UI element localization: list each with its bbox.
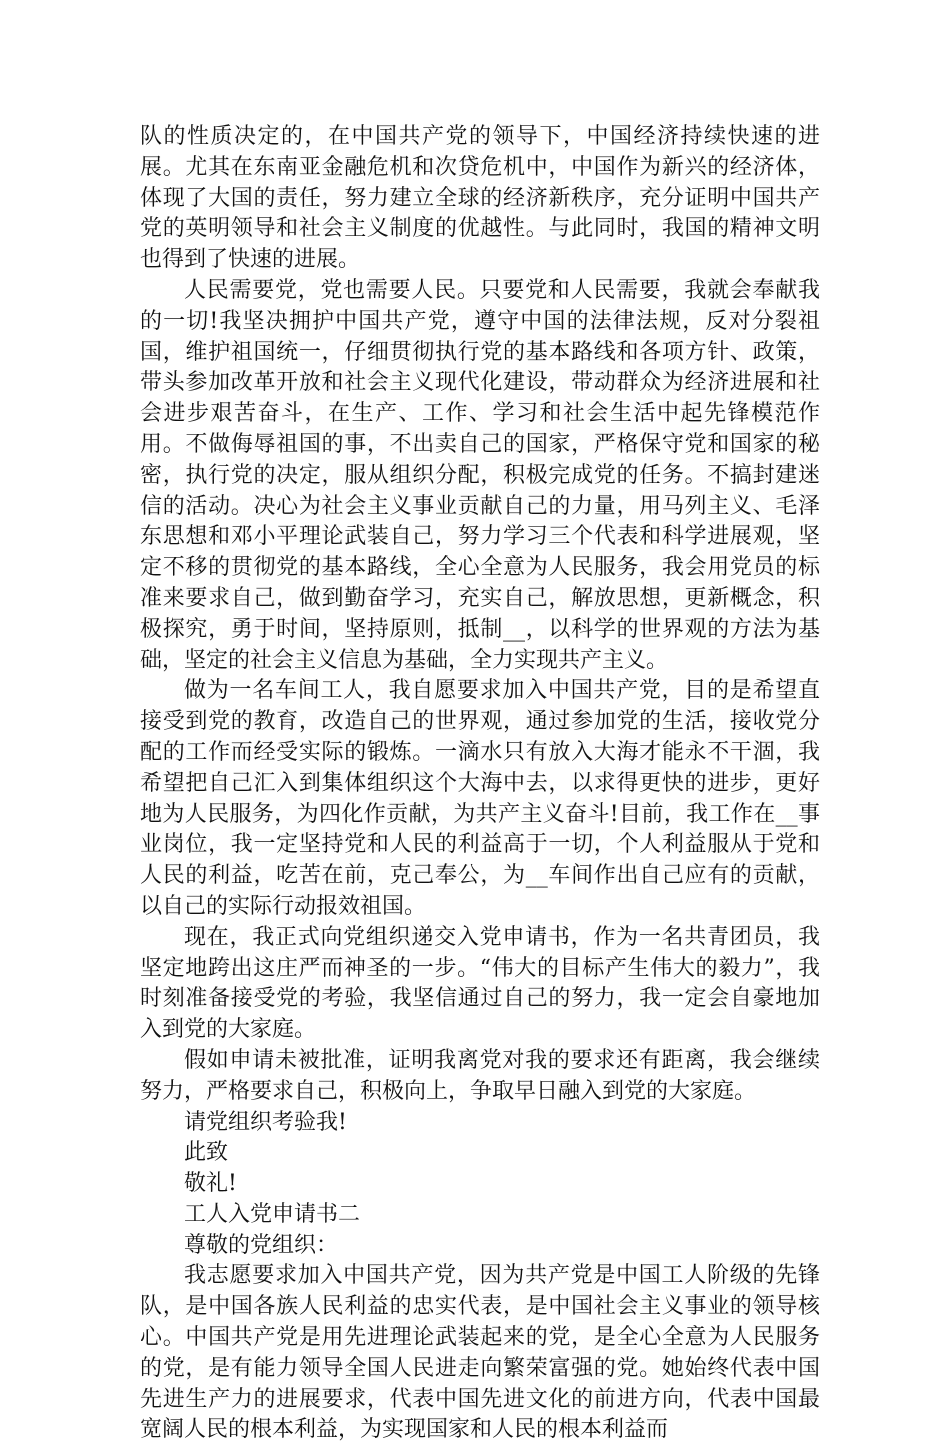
section-heading: 工人入党申请书二 [184, 1201, 361, 1227]
paragraph-4: 现在，我正式向党组织递交入党申请书，作为一名共青团员，我坚定地跨出这庄严而神圣的一步。“伟大的目标产生伟大的毅力”，我时刻准备接受党的考验，我坚信通过自己的努力，我一定会自豪地加入到党的大家庭。 [140, 924, 820, 1043]
paragraph-2: 人民需要党，党也需要人民。只要党和人民需要，我就会奉献我的一切!我坚决拥护中国共产党，遵守中国的法律法规，反对分裂祖国，维护祖国统一，仔细贯彻执行党的基本路线和各项方针、政策，带头参加改革开放和社会主义现代化建设，带动群众为经济进展和社会进步艰苦奋斗，在生产、工作、学习和社会生活中起先锋模范作用。不做侮辱祖国的事，不出卖自己的国家，严格保守党和国家的秘密，执行党的决定，服从组织分配，积极完成党的任务。不搞封建迷信的活动。决心为社会主义事业贡献自己的力量，用马列主义、毛泽东思想和邓小平理论武装自己，努力学习三个代表和科学进展观，坚定不移的贯彻党的基本路线，全心全意为人民服务，我会用党员的标准来要求自己，做到勤奋学习，充实自己，解放思想，更新概念，积极探究，勇于时间，坚持原则，抵制__，以科学的世界观的方法为基础，坚定的社会主义信息为基础，全力实现共产主义。 [140, 277, 820, 673]
paragraph-3: 做为一名车间工人，我自愿要求加入中国共产党，目的是希望直接受到党的教育，改造自己的世界观，通过参加党的生活，接收党分配的工作而经受实际的锻炼。一滴水只有放入大海才能永不干涸，我希望把自己汇入到集体组织这个大海中去，以求得更快的进步，更好地为人民服务，为四化作贡献，为共产主义奋斗!目前，我工作在__事业岗位，我一定坚持党和人民的利益高于一切，个人利益服从于党和人民的利益，吃苦在前，克己奉公，为__车间作出自己应有的贡献，以自己的实际行动报效祖国。 [140, 678, 820, 919]
paragraph-5: 假如申请未被批准，证明我离党对我的要求还有距离，我会继续努力，严格要求自己，积极向上，争取早日融入到党的大家庭。 [140, 1047, 820, 1104]
greeting: 尊敬的党组织： [184, 1232, 339, 1258]
paragraph-6: 我志愿要求加入中国共产党，因为共产党是中国工人阶级的先锋队，是中国各族人民利益的忠实代表，是中国社会主义事业的领导核心。中国共产党是用先进理论武装起来的党，是全心全意为人民服务的党，是有能力领导全国人民进走向繁荣富强的党。她始终代表中国先进生产力的进展要求，代表中国先进文化的前进方向，代表中国最宽阔人民的根本利益，为实现国家和人民的根本利益而 [140, 1263, 820, 1443]
document-body [140, 122, 820, 1446]
salutation-jingli: 敬礼! [184, 1171, 237, 1197]
salutation-cizhi: 此致 [184, 1140, 229, 1166]
paragraph-1: 队的性质决定的，在中国共产党的领导下，中国经济持续快速的进展。尤其在东南亚金融危机和次贷危机中，中国作为新兴的经济体，体现了大国的责任，努力建立全球的经济新秩序，充分证明中国共产党的英明领导和社会主义制度的优越性。与此同时，我国的精神文明也得到了快速的进展。 [140, 124, 820, 273]
closing-request: 请党组织考验我! [184, 1109, 347, 1135]
